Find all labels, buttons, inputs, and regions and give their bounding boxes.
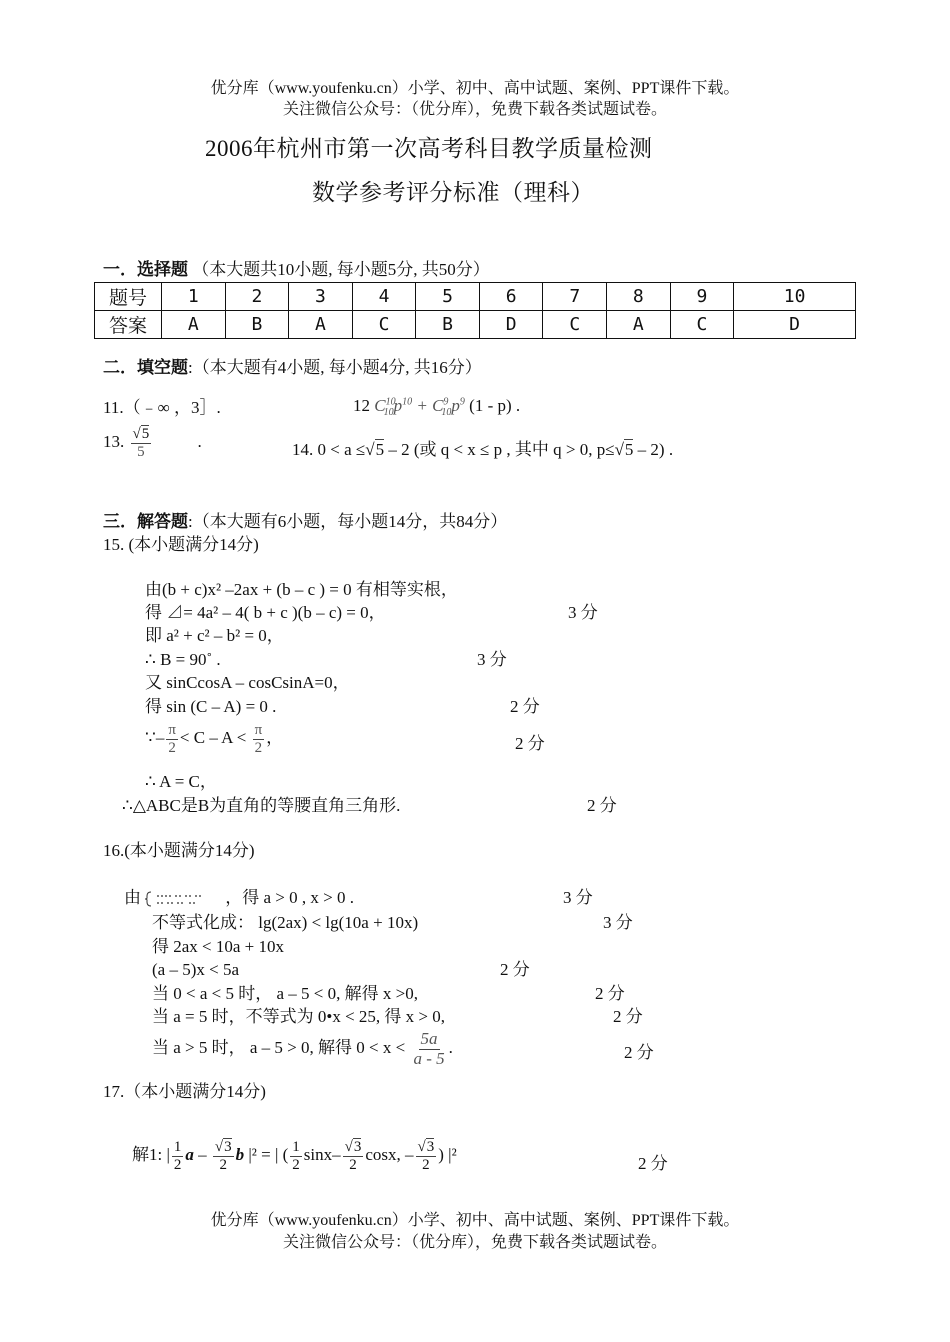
root3-over-2: $\frac{√3}{2}$ [214,1139,232,1173]
pi-over-2 [166,722,178,756]
p16-score: 2 分 [500,960,530,979]
p16-line-1-text: ，得 a > 0 , x > 0 . [225,888,354,907]
answer-cell: C [670,311,734,339]
problem-15-title: 15. (本小题满分14分) [103,535,259,554]
answer-cell: D [734,311,856,339]
p16-score: 2 分 [613,1007,643,1026]
question-number: 3 [289,283,353,311]
answer-11: 11.（﹣∞ ，3］. [103,398,221,417]
root3-over-2: $\frac{√3}{2}$ [344,1139,362,1173]
p16-score: 3 分 [563,888,593,907]
p15-line: 即 a² + c² – b² = 0， [145,626,284,645]
section-2-note: :（本大题有4小题, 每小题4分, 共16分） [188,358,482,377]
answer-row-label: 答案 [95,311,162,339]
p15-score: 2 分 [510,697,540,716]
p15-inequality-text: < C – A < [179,727,247,747]
half-numerator: 1 [292,1139,300,1155]
section-1-heading [103,260,490,280]
p15-line: 又 sinCcosA – cosCsinA=0， [145,673,350,692]
p15-line: 得 sin (C – A) = 0 . [145,697,277,716]
p15-line: 得 ⊿= 4a² – 4( b + c )(b – c) = 0， [145,603,386,622]
p16-line: (a – 5)x < 5a [152,960,240,979]
p15-line: ∴ B = 90˚ . [145,650,221,669]
p16-line-last: 当 a > 5 时， a – 5 > 0, 解得 0 < x < $\frac{5a}{a - 5}$ . [152,1029,453,1068]
root3-radicand: 3 [426,1139,435,1155]
p15-line: ∴ A = C， [145,772,217,791]
root3-denominator: 2 [349,1156,357,1173]
answer-cell: B [416,311,480,339]
footer-line-1: 优分库（www.youfenku.cn）小学、初中、高中试题、案例、PPT课件下载。 [210,1212,740,1229]
pi-numerator: π [168,722,176,738]
answer-13-fraction: $\frac{√5}{5}$ [132,426,150,460]
answer-table-answer-row [95,311,856,339]
p17-solution-line: 解1: | $\frac{1}{2}$ a – $\frac{√3}{2}$ b |² = | ( $\frac{1}{2}$ sinx– $\frac{√3}{2}$ cosx, – $\frac{√3}{2}$ ) |² [132,1139,457,1173]
page-subtitle: 数学参考评分标准（理科） [312,180,594,205]
answer-14-part-a: 14. 0 < a ≤ [292,440,366,459]
question-number: 10 [734,283,856,311]
p15-score: 3 分 [477,650,507,669]
root3-denominator: 2 [219,1156,227,1173]
vector-a: a [185,1144,194,1164]
sqrt-icon: √ [365,440,375,459]
page-title: 2006年杭州市第一次高考科目教学质量检测 [205,136,653,161]
half-denominator: 2 [292,1156,300,1173]
p16-frac-denominator: a - 5 [413,1048,445,1068]
p16-line: 不等式化成： lg(2ax) < lg(10a + 10x) [152,913,419,932]
problem-16-title: 16.(本小题满分14分) [103,841,255,860]
root3-radicand: 3 [353,1139,362,1155]
problem-17-title: 17.（本小题满分14分) [103,1082,266,1101]
vector-b: b [235,1144,245,1164]
answer-cell: B [225,311,289,339]
answer-cell: C [352,311,416,339]
p16-score: 3 分 [603,913,633,932]
answer-14-radicand-1: 5 [375,440,385,459]
p16-you: 由 [124,888,141,907]
because-symbol: ∵– [145,727,165,747]
answer-14 [292,440,673,460]
question-number: 2 [225,283,289,311]
answer-13-denominator: 5 [137,443,145,460]
p16-line: 得 2ax < 10a + 10x [152,937,285,956]
pi-denominator: 2 [254,739,263,756]
answer-14-part-c: – 2 (或 q < x ≤ p , 其中 q > 0, p≤ [388,440,615,459]
answer-cell: A [162,311,226,339]
root3-radicand: 3 [224,1139,232,1155]
answer-12-number: 12 [353,396,370,415]
comma: ， [266,727,284,747]
p16-frac-numerator: 5a [420,1029,438,1048]
section-2-title: 二．填空题 [103,358,188,377]
section-3-heading [103,512,507,532]
root3-over-2: $\frac{√3}{2}$ [417,1139,435,1173]
question-number: 4 [352,283,416,311]
pi-numerator: π [254,722,263,738]
p17-label: 解1: | [132,1144,170,1164]
root3-denominator: 2 [422,1156,430,1173]
p15-score: 2 分 [587,796,617,815]
half-denominator: 2 [173,1156,182,1173]
answer-13-number: 13. [103,431,125,451]
p16-line: 当 0 < a < 5 时， a – 5 < 0, 解得 x >0, [152,984,418,1003]
answer-12-formula: $C^{10}_{10}p^{10} + C^9_{10}p^9$ [374,396,465,419]
p15-inequality [145,722,283,756]
p15-score: 3 分 [568,603,598,622]
question-number: 5 [416,283,480,311]
p15-conclusion: ∴△ABC是B为直角的等腰直角三角形. [122,796,401,815]
question-number: 8 [607,283,671,311]
question-number: 6 [479,283,543,311]
p17-mid: |² = | ( [244,1144,289,1164]
answer-table-question-row [95,283,856,311]
section-1-title: 一．选择题 [103,260,188,279]
answer-cell: D [479,311,543,339]
answer-13 [103,426,202,460]
answer-14-radicand-2: 5 [624,440,634,459]
answer-13-tail: . [197,431,202,451]
one-half [172,1139,184,1173]
question-number: 9 [670,283,734,311]
answer-13-numerator: 5 [141,426,150,442]
sqrt-icon: √ [614,440,624,459]
pi-denominator: 2 [168,739,176,756]
answer-14-part-e: – 2) . [637,440,674,459]
pi-over-2 [253,722,265,756]
question-row-label: 题号 [95,283,162,311]
section-3-title: 三．解答题 [103,512,188,531]
header-line-1: 优分库（www.youfenku.cn）小学、初中、高中试题、案例、PPT课件下载。 [210,80,740,97]
p16-score: 2 分 [595,984,625,1003]
section-2-heading [103,358,482,378]
p17-score: 2 分 [638,1154,668,1173]
p16-line: 当 a = 5 时，不等式为 0•x < 25, 得 x > 0, [152,1007,446,1026]
p17-end: ) |² [438,1144,457,1164]
section-1-note: （本大题共10小题, 每小题5分, 共50分） [192,260,490,279]
question-number: 1 [162,283,226,311]
answer-12 [353,396,520,419]
p17-cosx: cosx, – [365,1144,414,1164]
p16-fraction [411,1030,446,1068]
p17-sinx: sinx– [303,1144,341,1164]
p16-line-last-text: 当 a > 5 时， a – 5 > 0, 解得 0 < x < [152,1038,406,1058]
half-numerator: 1 [173,1139,182,1155]
footer-line-2: 关注微信公众号：（优分库），免费下载各类试题试卷。 [282,1234,667,1251]
header-line-2: 关注微信公众号：（优分库），免费下载各类试题试卷。 [282,101,667,118]
p15-score: 2 分 [515,734,545,753]
answer-table [94,282,856,339]
p16-score: 2 分 [624,1043,654,1062]
answer-cell: A [607,311,671,339]
system-brace-icon [145,891,225,907]
section-3-note: :（本大题有6小题，每小题14分，共84分） [188,512,508,531]
one-half [290,1139,302,1173]
question-number: 7 [543,283,607,311]
answer-cell: A [289,311,353,339]
p15-line: 由(b + c)x² –2ax + (b – c ) = 0 有相等实根， [145,580,458,599]
answer-cell: C [543,311,607,339]
p16-line-1 [124,888,354,908]
answer-12-tail: (1 - p) . [469,396,521,415]
